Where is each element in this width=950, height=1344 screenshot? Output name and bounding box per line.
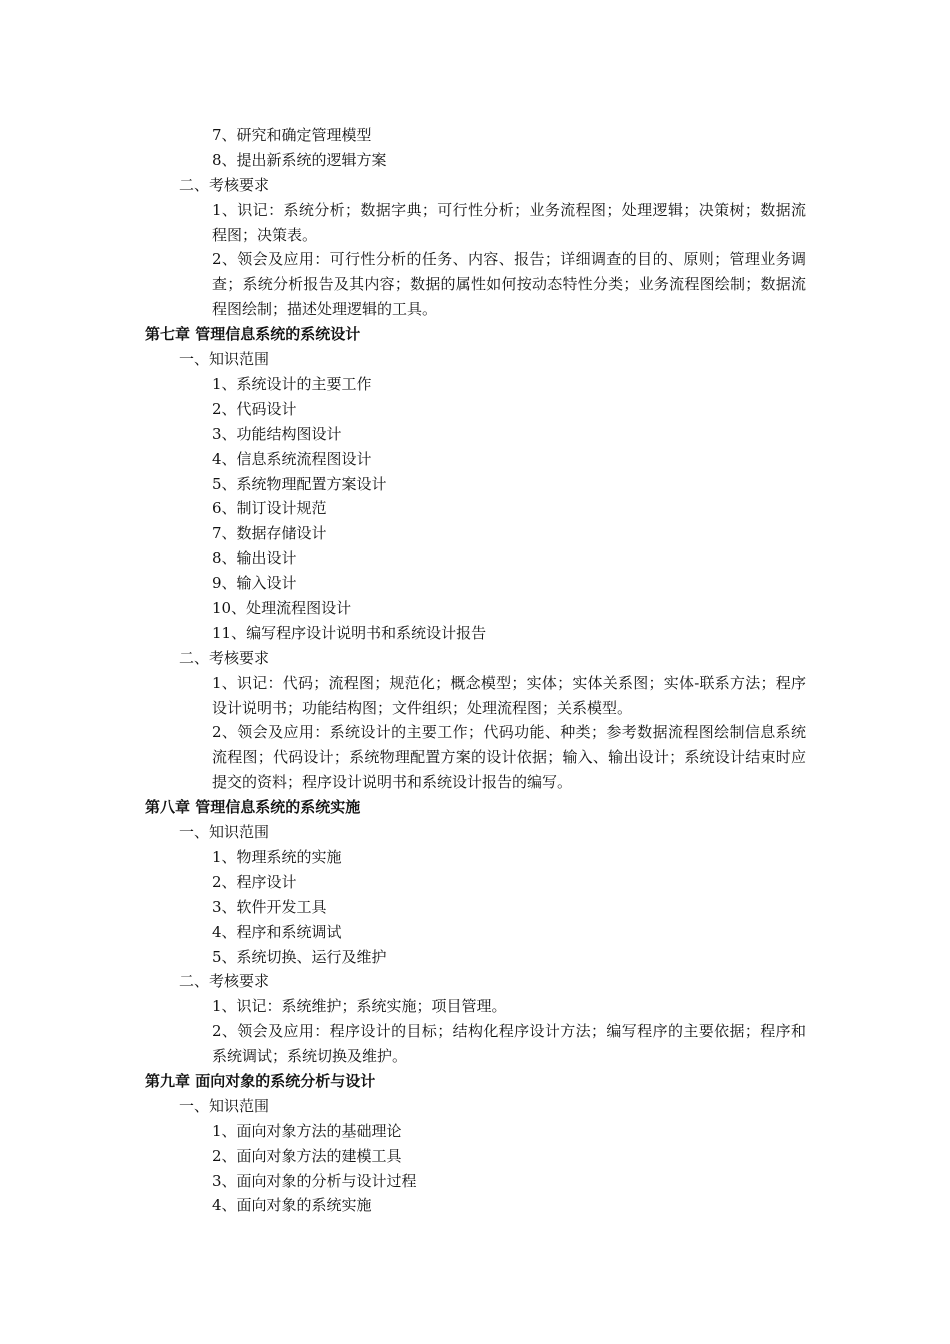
list-item: 7、数据存储设计 [212, 524, 327, 543]
section-heading: 一、知识范围 [179, 1096, 270, 1115]
list-item: 8、输出设计 [212, 549, 297, 568]
list-item: 2、面向对象方法的建模工具 [212, 1146, 402, 1165]
list-item: 1、面向对象方法的基础理论 [212, 1121, 402, 1140]
list-item: 5、系统物理配置方案设计 [212, 474, 387, 493]
list-item: 11、编写程序设计说明书和系统设计报告 [212, 623, 487, 642]
chapter-heading: 第七章 管理信息系统的系统设计 [145, 325, 361, 344]
section-heading: 二、考核要求 [179, 175, 270, 194]
section-heading: 二、考核要求 [179, 972, 270, 991]
list-item: 10、处理流程图设计 [212, 599, 352, 617]
list-item: 8、提出新系统的逻辑方案 [212, 150, 387, 169]
chapter-heading: 第八章 管理信息系统的系统实施 [145, 798, 361, 817]
list-item: 4、程序和系统调试 [212, 922, 342, 941]
paragraph: 1、识记：系统分析；数据字典；可行性分析；业务流程图；处理逻辑；决策树；数据流程图；决策表。 [212, 200, 806, 244]
paragraph: 2、领会及应用：可行性分析的任务、内容、报告；详细调查的目的、原则；管理业务调查；系统分析报告及其内容；数据的属性如何按动态特性分类；业务流程图绘制；数据流程图绘制；描述处理逻辑的工具。 [212, 250, 806, 319]
section-heading: 一、知识范围 [179, 350, 270, 369]
paragraph: 1、识记：代码；流程图；规范化；概念模型；实体；实体关系图；实体-联系方法；程序设计说明书；功能结构图；文件组织；处理流程图；关系模型。 [212, 673, 806, 717]
list-item: 4、面向对象的系统实施 [212, 1196, 372, 1215]
paragraph: 2、领会及应用：程序设计的目标；结构化程序设计方法；编写程序的主要依据；程序和系统调试；系统切换及维护。 [212, 1022, 806, 1066]
document-page [0, 123, 950, 1218]
list-item: 3、软件开发工具 [212, 897, 327, 916]
list-item: 2、代码设计 [212, 399, 297, 418]
list-item: 6、制订设计规范 [212, 499, 327, 518]
list-item: 3、面向对象的分析与设计过程 [212, 1171, 417, 1190]
list-item: 9、输入设计 [212, 574, 297, 593]
list-item: 7、研究和确定管理模型 [212, 126, 372, 144]
list-item: 2、程序设计 [212, 872, 297, 891]
list-item: 4、信息系统流程图设计 [212, 449, 372, 468]
list-item: 1、系统设计的主要工作 [212, 374, 372, 393]
chapter-heading: 第九章 面向对象的系统分析与设计 [145, 1072, 376, 1091]
list-item: 1、物理系统的实施 [212, 847, 342, 866]
list-item: 1、识记：系统维护；系统实施；项目管理。 [212, 997, 507, 1016]
list-item: 3、功能结构图设计 [212, 424, 342, 443]
section-heading: 一、知识范围 [179, 823, 270, 842]
paragraph: 2、领会及应用：系统设计的主要工作；代码功能、种类；参考数据流程图绘制信息系统流程图；代码设计；系统物理配置方案的设计依据；输入、输出设计；系统设计结束时应提交的资料；程序设计说明书和系统设计报告的编写。 [212, 723, 806, 792]
list-item: 5、系统切换、运行及维护 [212, 947, 387, 966]
section-heading: 二、考核要求 [179, 648, 270, 667]
